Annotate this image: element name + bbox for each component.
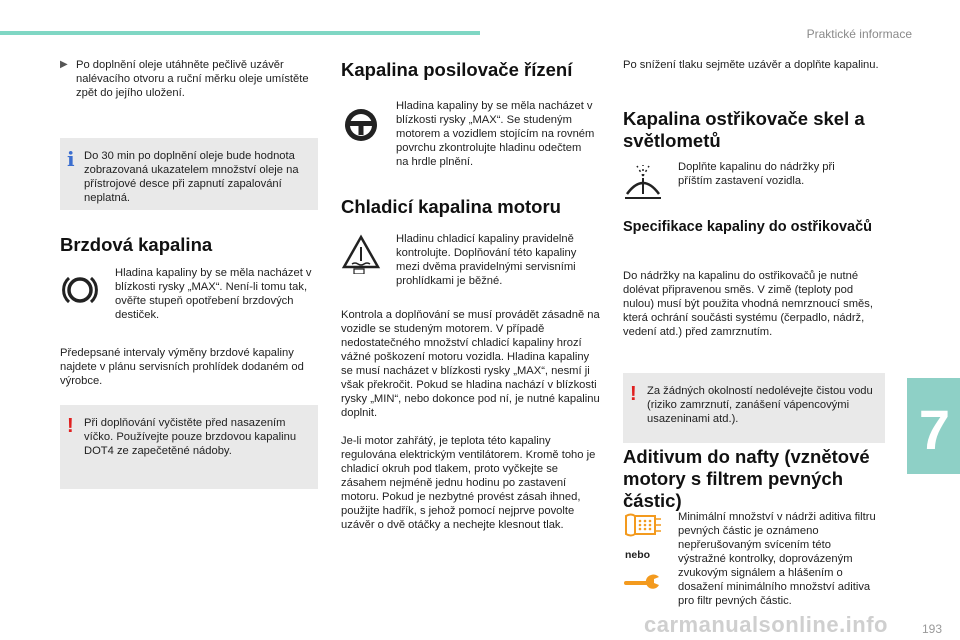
pressure-text: Po snížení tlaku sejměte uzávěr a doplňte kapalinu. <box>623 59 879 71</box>
header-accent-bar <box>0 31 480 35</box>
steering-row <box>341 99 603 169</box>
nebo-label: nebo <box>625 549 651 561</box>
washer-warning-note <box>623 373 885 443</box>
steering-heading: Kapalina posilovače řízení <box>341 59 573 80</box>
info-note <box>60 138 318 210</box>
washer-text: Doplňte kapalinu do nádržky při příštím zastavení vozidla. <box>678 161 835 187</box>
additive-row <box>623 510 885 608</box>
info-note-text: Do 30 min po doplnění oleje bude hodnota zobrazovaná ukazatelem množství oleje na přístrojové desce při zapnutí zapalování neplatná. <box>84 150 299 204</box>
warning-icon: ! <box>67 415 74 437</box>
coolant-paragraph-1: Kontrola a doplňování se musí provádět zásadně na vozidle se studeným motorem. V případě nedostatečného množství chladicí kapaliny hrozí vážné poškození motoru vozidla. Hladina kapaliny se musí nacházet v blízkosti rysky „MAX“, nesmí ji však překročit. Pokud se hladina nachází v blízkosti rysky „MIN“, nebo dokonce pod ní, je nutné kapalinu doplnit. <box>341 309 600 419</box>
washer-heading: Kapalina ostřikovače skel a světlometů <box>623 108 865 151</box>
spec-text: Do nádržky na kapalinu do ostřikovačů je nutné dolévat připravenou směs. V zimě (teploty pod nulou) musí být použita vhodná nemrznoucí směs, která ochrání součásti systému (čerpadlo, nádrž, vedení atd.) před zamrznutím. <box>623 270 873 338</box>
spec-section <box>623 219 885 236</box>
bullet-item <box>60 58 318 100</box>
chapter-number: 7 <box>918 398 950 461</box>
additive-icons <box>623 510 663 608</box>
spec-heading: Specifikace kapaliny do ostřikovačů <box>623 219 873 235</box>
steering-wheel-icon <box>341 105 381 145</box>
brake-warning-icon <box>60 270 100 310</box>
coolant-row <box>341 232 603 288</box>
pressure-note <box>623 58 885 72</box>
additive-heading: Aditivum do nafty (vznětové motory s filtrem pevných částic) <box>623 446 870 511</box>
warning-icon: ! <box>630 383 637 405</box>
page-number: 193 <box>921 622 942 636</box>
coolant-section <box>341 196 603 218</box>
steering-text: Hladina kapaliny by se měla nacházet v blízkosti rysky „MAX“. Se studeným motorem a vozidlem stojícím na rovném povrchu zkontrolujte hladinu odečtem na hrdle plnění. <box>396 100 595 168</box>
coolant-text: Hladinu chladicí kapaliny pravidelně kontrolujte. Doplňování této kapaliny mezi dvěma pravidelnými servisními prohlídkami je běžné. <box>396 233 577 287</box>
additive-section <box>623 446 885 512</box>
brake-warning-text: Při doplňování vyčistěte před nasazením víčko. Používejte pouze brzdovou kapalinu DOT4 ze zapečetěné nádoby. <box>84 417 297 457</box>
section-title: Praktické informace <box>806 27 912 41</box>
steering-section <box>341 59 603 81</box>
coolant-warning-icon <box>341 234 381 274</box>
coolant-paragraph-2: Je-li motor zahřátý, je teplota této kapaliny regulována elektrickým ventilátorem. Kromě toho je chladicí okruh pod tlakem, proto vyčkejte se zásahem nejméně jednu hodinu po zastavení motoru. Pokud je nezbytné provést zásah ihned, použijte hadřík, s jehož pomocí nejprve povolte uzávěr o dvě otáčky a nechejte klesnout tlak. <box>341 435 596 531</box>
washer-icon <box>623 164 663 204</box>
bullet-text: Po doplnění oleje utáhněte pečlivě uzávěr nalévacího otvoru a ruční měrku oleje umístěte zpět do jejího uložení. <box>76 59 309 99</box>
coolant-heading: Chladicí kapalina motoru <box>341 196 561 217</box>
washer-warning-text: Za žádných okolností nedolévejte čistou vodu (riziko zamrznutí, zanášení vápencovými usazeninami atd.). <box>647 385 873 425</box>
particle-filter-icon <box>623 510 663 540</box>
brake-interval-text: Předepsané intervaly výměny brzdové kapaliny najdete v plánu servisních prohlídek dodaném od výrobce. <box>60 347 304 387</box>
washer-row <box>623 160 885 204</box>
brake-text: Hladina kapaliny by se měla nacházet v blízkosti rysky „MAX“. Není-li tomu tak, ověřte stupeň opotřebení brzdových destiček. <box>115 267 312 321</box>
coolant-body <box>341 308 603 546</box>
washer-section <box>623 108 885 152</box>
brake-row <box>60 266 318 322</box>
brake-interval <box>60 346 318 388</box>
additive-text: Minimální množství v nádrži aditiva filtru pevných částic je oznámeno nepřerušovaným svícením této výstražné kontrolky, doprovázeným zvukovým signálem a hlášením o dosažení minimálního množství aditiva pro filtr pevných částic. <box>678 511 876 607</box>
brake-heading: Brzdová kapalina <box>60 234 213 255</box>
watermark: carmanualsonline.info <box>644 612 888 637</box>
bullet-arrow-icon: ▶ <box>60 59 68 70</box>
spec-body <box>623 269 885 339</box>
info-icon: i <box>67 147 75 171</box>
column-1-top <box>60 58 318 100</box>
brake-warning-note <box>60 405 318 489</box>
brake-section <box>60 234 318 256</box>
wrench-icon <box>623 571 663 591</box>
